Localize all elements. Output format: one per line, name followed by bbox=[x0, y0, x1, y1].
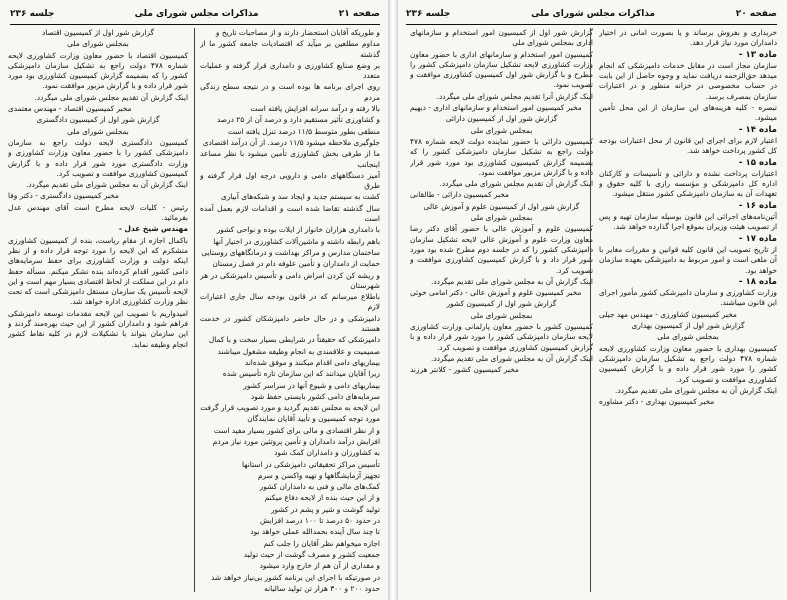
text-line: سال گذشته تقاضا شده است و اقدامات لازم بعمل آمده است bbox=[200, 203, 380, 224]
text-line: این لایحه به مجلس تقدیم گردید و مورد تصویب قرار گرفت bbox=[200, 403, 380, 413]
text-line: کمک‌های مالی و فنی به دامداران کشور bbox=[259, 482, 380, 492]
paragraph: تبصره - کلیه هزینه‌های این سازمان از این محل تأمین میشود. bbox=[599, 103, 777, 123]
right-inner-column bbox=[410, 28, 593, 594]
rapporteur-signature: مخبر کمیسیون بهداری - دکتر مشاوره bbox=[599, 397, 715, 407]
book-gutter bbox=[388, 0, 398, 600]
paragraph: اعتبارات پرداخت نشده و دارائی و تأسیسات و کارکنان اداره کل دامپزشکی و مؤسسه رازی با کلیه حقوق و تعهدات آن به سازمان دامپزشکی کشور منتقل میشود. bbox=[599, 168, 777, 199]
right-page-title: مذاکرات مجلس شورای ملی bbox=[531, 9, 656, 19]
text-line: افزایش درآمد دامداران و تأمین پروتئین مورد نیاز مردم bbox=[212, 436, 380, 446]
text-line: تأسیس مراکز تحقیقاتی دامپزشکی در استانها bbox=[242, 459, 380, 469]
text-line: تجهیز آزمایشگاهها و تهیه واکسن و سرم bbox=[257, 470, 380, 480]
paragraph: اینک گزارش آن به مجلس شورای ملی تقدیم میگردد. bbox=[430, 276, 593, 286]
report-heading: بمجلس شورای ملی bbox=[470, 310, 533, 320]
paragraph: امیدواریم با تصویب این لایحه مقدمات توسعه دامپزشکی فراهم شود و دامداران کشور از این حیث بهره‌مند گردند و این سازمان بتواند با تشکیلات لازم در کلیه نقاط کشور انجام وظیفه نماید. bbox=[8, 308, 188, 349]
left-page-header bbox=[10, 6, 380, 22]
rapporteur-signature: مخبر کمیسیون علوم و آموزش عالی - دکتر امامی خوئی bbox=[410, 288, 582, 298]
rapporteur-signature: مخبر کمیسیون امور استخدام و سازمانهای اداری - دیهیم bbox=[410, 103, 582, 113]
text-line: اجازه میخواهم نظر آقایان را جلب کنم bbox=[263, 538, 380, 548]
report-heading: گزارش شور اول از کمیسیون دارائی bbox=[445, 114, 558, 124]
text-line: به کشاورزان و دامداران کمک شود bbox=[274, 448, 380, 458]
paragraph: کمیسیون کشور با حضور معاون پارلمانی وزارت کشاورزی لایحه سازمان دامپزشکی کشور را مورد شور قرار داده و با گزارش کمیسیون کشاورزی موافقت و تصویب کرد. bbox=[410, 322, 593, 352]
text-line: و طوریکه آقایان استحضار دارند و از مصاحبات تاریخ و bbox=[215, 28, 380, 37]
paragraph: کمیسیون امور استخدام و سازمانهای اداری با حضور معاون وزارت کشاورزی لایحه تشکیل سازمان دامپزشکی کشور را مطرح و با گزارش شور اول کمیسیون کشاورزی موافقت و تصویب نمود. bbox=[410, 49, 593, 90]
text-line: و ریشه کن کردن امراض دامی و تأسیس دامپزشکی در هر شهرستان bbox=[200, 270, 380, 290]
text-line: با دامداری هزاران خانوار از ایلات بوده و نواحی کشور bbox=[216, 225, 380, 235]
text-line: دامپزشکی که حقیقتاً در شرایطی بسیار سخت و با کمال bbox=[208, 335, 380, 345]
speaker-name: مهندس شیخ عدل - bbox=[118, 224, 188, 234]
text-line: بیماریهای دامی و شیوع آنها در سراسر کشور bbox=[243, 380, 380, 390]
paragraph: آئین‌نامه‌های اجرائی این قانون بوسیله سازمان تهیه و پس از تصویب هیئت وزیران بموقع اجرا گذارده خواهد شد. bbox=[599, 212, 777, 232]
rapporteur-signature: مخبر کمیسیون اقتصاد - مهندس معتمدی bbox=[8, 104, 132, 114]
text-line: روی اجرای برنامه ها بوده است و در نتیجه سطح زندگی مردم bbox=[200, 82, 380, 102]
report-heading: گزارش شور اول از کمیسیون اقتصاد bbox=[41, 28, 155, 37]
paragraph: کمیسیون علوم و آموزش عالی با حضور آقای دکتر رضا معاون وزارت علوم و آموزش عالی لایحه تشکیل سازمان دامپزشکی کشور را که در جلسه دوم مطرح شده بود مورد شور قرار داد و با گزارش کمیسیون کشاورزی موافقت و تصویب کرد. bbox=[410, 224, 593, 275]
text-line: مورد توجه کمیسیون و تأیید آقایان نمایندگان bbox=[247, 414, 380, 424]
article-heading: ماده ۱۴ - bbox=[738, 124, 777, 135]
paragraph: اینک گزارش آن به مجلس شورای ملی تقدیم میگردد. bbox=[614, 385, 777, 395]
right-page bbox=[400, 0, 783, 600]
right-page-number: صفحه ۲۰ bbox=[735, 9, 777, 19]
paragraph: باکمال اجازه از مقام ریاست، بنده از کمیسیون کشاورزی متشکرم که این لایحه را مورد توجه قرار داده و از نظر اینکه دولت و وزارت کشاورزی برای حفظ سرمایه‌های دامی کشور اقدام کرده‌اند بنده تشکر میکنم. مسأله حفظ دام در این مملکت از لحاظ اقتصادی بسیار مهم است و این لایحه تأسیس یک سازمان مستقل دامپزشکی است که تحت نظر وزارت کشاورزی اداره خواهد شد. bbox=[8, 235, 188, 307]
paragraph: کمیسیون اقتصاد با حضور معاون وزارت کشاورزی لایحه شماره ۴۷۸ دولت راجع به تشکیل سازمان دامپزشکی کشور را که بضمیمه گزارش کمیسیون کشاورزی بود مورد شور قرار داده و با گزارش مزبور موافقت نمود. bbox=[8, 50, 188, 91]
text-line: جلوگیری ملاحظه میشود ۱۱/۵ درصد. از آن درآمد اقتصادی bbox=[202, 137, 380, 147]
paragraph: کمیسیون دارائی با حضور نماینده دولت لایحه شماره ۴۷۸ دولت راجع به تشکیل سازمان دامپزشکی کشور را که بضمیمه گزارش کمیسیون کشاورزی بود مورد شور قرار داده و با گزارش مزبور موافقت نمود. bbox=[410, 136, 593, 177]
text-line: صمیمیت و علاقمندی به انجام وظیفه مشغول میباشند bbox=[217, 346, 380, 356]
report-heading: گزارش شور اول از کمیسیون بهداری bbox=[631, 321, 745, 331]
text-line: حدود ۲۰۰ و ۳۰۰ هزار تن تولید سالیانه bbox=[264, 583, 380, 593]
text-line: سرمایه‌های دامی کشور بایستی حفظ شود bbox=[250, 391, 380, 401]
article-heading: ماده ۱۷ - bbox=[738, 233, 777, 244]
text-line: و از این حیث بنده از لایحه دفاع میکنم bbox=[264, 493, 380, 503]
rapporteur-signature: مخبر کمیسیون کشور - کلانتر هرزند bbox=[410, 365, 519, 375]
paragraph: کمیسیون بهداری با حضور معاون وزارت کشاورزی لایحه شماره ۴۷۸ دولت راجع به تشکیل سازمان دامپزشکی کشور را مورد شور قرار داده و با گزارش کمیسیون کشاورزی موافقت و تصویب کرد. bbox=[599, 343, 777, 384]
text-line: جمعیت کشور و مصرف گوشت از حیث تولید bbox=[243, 549, 380, 559]
text-line: ما از طرفی بخش کشاورزی تأمین میشود با نظر مساعد اینجانب bbox=[200, 149, 380, 169]
text-line: باطلاع میرسانم که در قانون بودجه سال جاری اعتبارات لازم bbox=[200, 292, 380, 312]
left-page-number: صفحه ۲۱ bbox=[338, 9, 380, 19]
report-heading: بمجلس شورای ملی bbox=[67, 126, 129, 136]
report-heading: بمجلس شورای ملی bbox=[657, 332, 719, 342]
paragraph: رئیس - کلیات لایحه مطرح است آقای مهندس عدل بفرمائید. bbox=[8, 202, 188, 223]
report-heading: بمجلس شورای ملی bbox=[470, 125, 533, 135]
text-line: حمایت از دامداران و تأمین علوفه دام در فصل زمستان bbox=[212, 259, 380, 269]
report-heading: بمجلس شورای ملی bbox=[67, 39, 129, 49]
paragraph: وزارت کشاورزی و سازمان دامپزشکی کشور مأمور اجرای این قانون میباشند. bbox=[599, 288, 777, 308]
text-line: کشت به سیستم جدید و ایجاد سد و شبکه‌های آبیاری bbox=[220, 192, 380, 202]
text-line: در صورتیکه با اجرای این برنامه کشور بی‌نیاز خواهد شد bbox=[210, 572, 380, 582]
text-line: آمیز دستگاههای دامی و دارویی درجه اول قرار گرفته و طرق bbox=[200, 170, 380, 191]
rapporteur-signature: مخبر کمیسیون کشاورزی - مهندس مهد جیلی bbox=[599, 309, 737, 319]
text-line: ساختمان مدارس و مراکز بهداشت و درمانگاههای روستایی bbox=[201, 247, 380, 257]
left-outer-column bbox=[200, 28, 380, 594]
report-heading: گزارش شور اول از کمیسیون کشور bbox=[446, 299, 557, 309]
paragraph: کمیسیون دادگستری لایحه دولت راجع به سازمان دامپزشکی کشور را با حضور معاون وزارت کشاورزی و وزارت دادگستری مورد شور قرار داده و با گزارش کمیسیون کشاورزی موافقت و تصویب کرد. bbox=[8, 137, 188, 178]
article-heading: ماده ۱۳ - bbox=[738, 49, 777, 60]
text-line: تولید گوشت و شیر و پشم در کشور bbox=[270, 504, 380, 514]
text-line: بر وضع صنایع کشاورزی و دامداری قرار گرفته و عملیات متعدد bbox=[200, 60, 380, 81]
left-page bbox=[4, 0, 386, 600]
report-heading: گزارش شور اول از کمیسیون دادگستری bbox=[36, 115, 160, 125]
text-line: زیرا آقایان میدانند که این سازمان تازه تأسیس شده bbox=[222, 369, 380, 379]
article-heading: ماده ۱۶ - bbox=[738, 200, 777, 211]
text-line: باهم رابطه داشته و ماشین‌آلات کشاورزی در اختیار آنها bbox=[213, 236, 380, 246]
text-line: مداوم مطلعین بر میآید که اقتصادیات جامعه کشور ما از گذشته bbox=[200, 39, 380, 59]
paragraph: خریداری و بفروش برساند و یا بصورت امانی در اختیار دامداران مورد نیاز قرار دهد. bbox=[599, 28, 777, 48]
rapporteur-signature: مخبر کمیسیون دارائی - طالقانی bbox=[410, 190, 509, 200]
paragraph: اینک گزارش آن به مجلس شورای ملی تقدیم میگردد. bbox=[430, 353, 593, 363]
text-line: تا چند سال آینده بحمدالله عملی خواهد بود bbox=[250, 527, 380, 537]
text-line: منطقی بطور متوسط ۱۱/۵ درصد تنزل یافته است bbox=[227, 126, 380, 136]
text-line: دامپزشکی و در حال حاضر دامپزشکان کشور در خدمت هستند bbox=[200, 313, 380, 334]
text-line: و مقداری از آن هم از خارج وارد میشود bbox=[259, 561, 380, 571]
report-heading: بمجلس شورای ملی bbox=[470, 213, 533, 223]
left-page-title: مذاکرات مجلس شورای ملی bbox=[134, 9, 259, 19]
paragraph: اعتبار لازم برای اجرای این قانون از محل اعتبارات بودجه کل کشور پرداخت خواهد شد. bbox=[599, 135, 777, 156]
left-column-divider bbox=[194, 28, 195, 592]
paragraph: اینک گزارش آنرا تقدیم مجلس شورای ملی میگردد. bbox=[436, 91, 593, 101]
right-outer-column bbox=[599, 28, 777, 594]
paragraph: اینک گزارش آن تقدیم مجلس شورای ملی میگردد. bbox=[439, 179, 593, 189]
text-line: و کشاورزی تأثیر مستقیم دارد و درصد آن از ۲۵ درصد bbox=[216, 115, 380, 125]
right-session-label: جلسه ۲۳۶ bbox=[406, 9, 451, 19]
article-heading: ماده ۱۵ - bbox=[738, 157, 777, 168]
paragraph: از تاریخ تصویب این قانون کلیه قوانین و مقررات مغایر با آن ملغی است و امور مربوط به دامپزشکی بعهده سازمان خواهد بود. bbox=[599, 244, 777, 275]
text-line: بیماریهای دامی اقدام میکنند و موفق شده‌اند bbox=[244, 357, 380, 367]
left-inner-column bbox=[8, 28, 188, 594]
rapporteur-signature: مخبر کمیسیون دادگستری - دکتر وفا bbox=[8, 191, 119, 201]
paragraph: اینک گزارش آن تقدیم مجلس شورای ملی میگردد. bbox=[34, 92, 188, 102]
article-heading: ماده ۱۸ - bbox=[738, 276, 777, 287]
right-column-divider bbox=[590, 28, 591, 592]
left-header-rule bbox=[10, 24, 380, 25]
text-line: در حدود ۵۰ درصد تا ۱۰۰ درصد افزایش bbox=[259, 516, 380, 526]
right-page-header bbox=[406, 6, 777, 22]
left-session-label: جلسه ۲۳۶ bbox=[10, 9, 55, 19]
report-heading: گزارش شور اول از کمیسیون علوم و آموزش عالی bbox=[423, 201, 580, 211]
right-header-rule bbox=[406, 24, 777, 25]
paragraph: سازمان مجاز است در مقابل خدمات دامپزشکی که انجام میدهد حق‌الزحمه دریافت نماید و وجوه حاصل از این بابت در حساب مخصوصی در خزانه منظور و در اعتبارات سازمان بمصرف برسد. bbox=[599, 60, 777, 101]
text-line: و از نظر اقتصادی و مالی برای کشور بسیار مفید است bbox=[213, 425, 380, 435]
paragraph: گزارش شور اول از کمیسیون امور استخدام و سازمانهای اداری بمجلس شورای ملی bbox=[410, 28, 593, 48]
text-line: بالا رفته و درآمد سرانه افزایش یافته است bbox=[250, 104, 380, 114]
paragraph: اینک گزارش آن به مجلس شورای ملی تقدیم میگردد. bbox=[25, 180, 188, 190]
